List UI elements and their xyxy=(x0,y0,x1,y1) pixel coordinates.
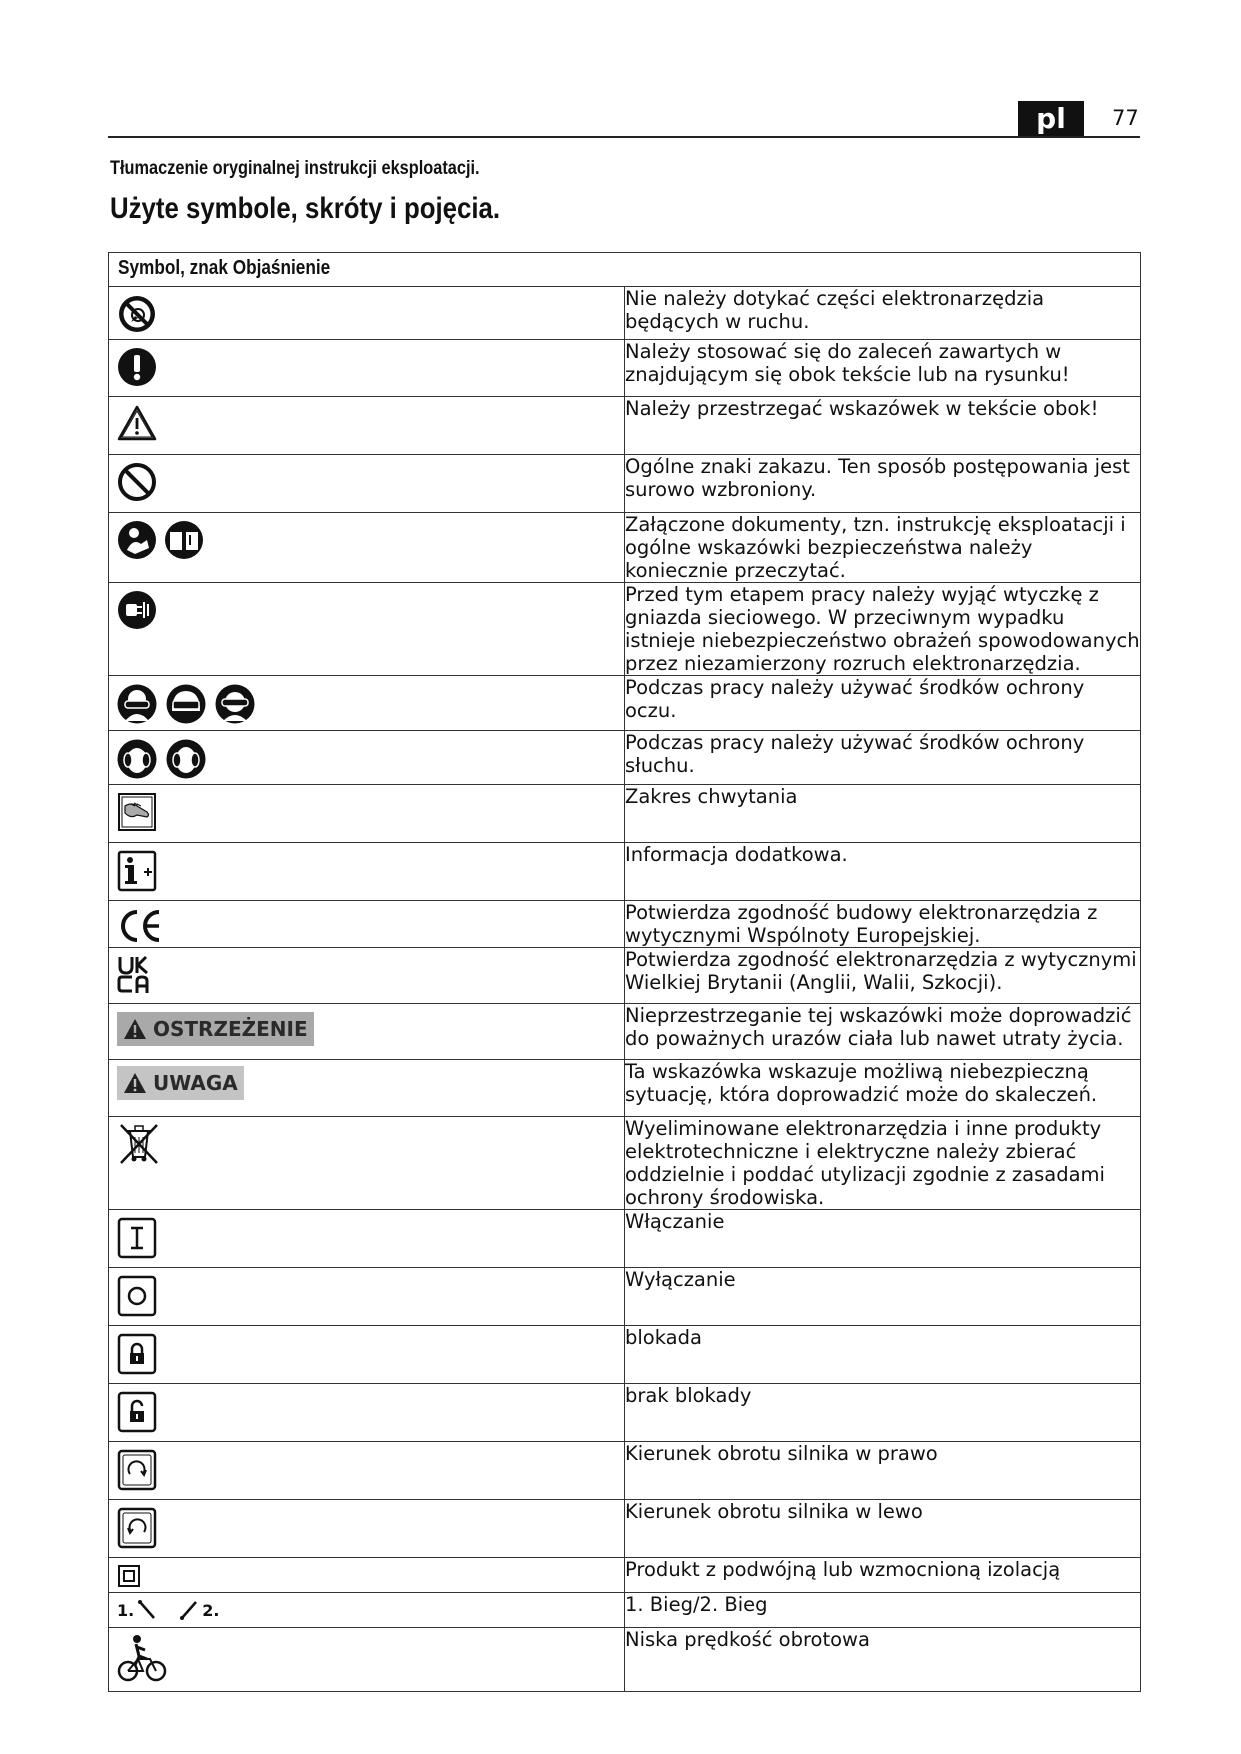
symbol-cell xyxy=(109,901,625,948)
table-row xyxy=(109,583,1141,676)
symbol-cell xyxy=(109,1326,625,1384)
unplug-icon xyxy=(117,590,157,630)
table-row xyxy=(109,340,1141,397)
table-row xyxy=(109,948,1141,1004)
table-header xyxy=(109,253,1141,287)
description-cell: Informacja dodatkowa. xyxy=(625,843,1141,901)
table-row xyxy=(109,1442,1141,1500)
rotate-clockwise-icon xyxy=(117,1449,157,1491)
description-cell: Wyłączanie xyxy=(625,1268,1141,1326)
symbol-cell xyxy=(109,340,625,397)
description-cell: 1. Bieg/2. Bieg xyxy=(625,1593,1141,1628)
description-cell: Zakres chwytania xyxy=(625,785,1141,843)
symbol-cell xyxy=(109,1593,625,1628)
ce-mark-icon xyxy=(117,908,163,944)
page-number: 77 xyxy=(1112,106,1139,130)
table-row xyxy=(109,455,1141,513)
table-row xyxy=(109,397,1141,455)
table-row xyxy=(109,676,1141,731)
symbol-cell xyxy=(109,1628,625,1692)
warning-label xyxy=(117,1012,314,1046)
table-row xyxy=(109,1268,1141,1326)
grip-area-icon xyxy=(117,792,157,832)
table-row xyxy=(109,901,1141,948)
rotate-counterclockwise-icon xyxy=(117,1507,157,1549)
description-cell: Produkt z podwójną lub wzmocnioną izolacją xyxy=(625,1558,1141,1593)
symbol-cell xyxy=(109,1117,625,1210)
symbol-cell xyxy=(109,1384,625,1442)
prohibition-icon xyxy=(117,462,157,502)
symbol-cell xyxy=(109,455,625,513)
description-cell: Podczas pracy należy używać środków ochrony oczu. xyxy=(625,676,1141,731)
description-cell: Ogólne znaki zakazu. Ten sposób postępowania jest surowo wzbroniony. xyxy=(625,455,1141,513)
table-row xyxy=(109,1004,1141,1060)
no-touch-rotating-parts-icon xyxy=(117,294,157,334)
description-cell: Potwierdza zgodność budowy elektronarzędzia z wytycznymi Wspólnoty Europejskiej. xyxy=(625,901,1141,948)
table-row xyxy=(109,1210,1141,1268)
symbols-table xyxy=(108,252,1141,1692)
info-icon xyxy=(117,850,157,892)
lock-icon xyxy=(117,1333,157,1375)
caution-label-icon xyxy=(123,1072,147,1094)
description-cell: Włączanie xyxy=(625,1210,1141,1268)
description-cell: Kierunek obrotu silnika w prawo xyxy=(625,1442,1141,1500)
ukca-mark-icon xyxy=(117,955,151,995)
description-cell: Podczas pracy należy używać środków ochrony słuchu. xyxy=(625,731,1141,785)
power-on-icon xyxy=(117,1217,157,1259)
description-cell: Załączone dokumenty, tzn. instrukcję eksploatacji i ogólne wskazówki bezpieczeństwa należy koniecznie przeczytać. xyxy=(625,513,1141,583)
gear-2-label: 2. xyxy=(202,1600,220,1620)
weee-bin-icon xyxy=(117,1121,161,1167)
table-row xyxy=(109,513,1141,583)
description-cell: brak blokady xyxy=(625,1384,1141,1442)
symbol-cell xyxy=(109,1060,625,1117)
symbol-cell xyxy=(109,1500,625,1558)
warning-label-icon xyxy=(123,1018,147,1040)
symbol-cell xyxy=(109,676,625,731)
description-cell: Ta wskazówka wskazuje możliwą niebezpieczną sytuację, która doprowadzić może do skaleczeń. xyxy=(625,1060,1141,1117)
caution-label xyxy=(117,1066,244,1100)
symbol-cell xyxy=(109,1558,625,1593)
table-row xyxy=(109,1117,1141,1210)
symbol-cell xyxy=(109,1004,625,1060)
power-off-icon xyxy=(117,1275,157,1317)
description-cell: Należy przestrzegać wskazówek w tekście obok! xyxy=(625,397,1141,455)
double-insulation-icon xyxy=(117,1564,141,1588)
gear-selector-icon xyxy=(138,1598,198,1622)
language-tab: pl xyxy=(1018,101,1084,136)
table-row xyxy=(109,287,1141,340)
symbol-cell xyxy=(109,287,625,340)
unlock-icon xyxy=(117,1391,157,1433)
table-row xyxy=(109,843,1141,901)
symbol-cell xyxy=(109,843,625,901)
table-header-label: Symbol, znak Objaśnienie xyxy=(118,257,331,279)
table-row xyxy=(109,1558,1141,1593)
gear-1-label: 1. xyxy=(117,1600,135,1620)
table-row xyxy=(109,785,1141,843)
table-row xyxy=(109,1500,1141,1558)
symbol-cell xyxy=(109,948,625,1004)
low-speed-bicycle-icon xyxy=(117,1634,167,1682)
read-manual-icon xyxy=(117,520,207,560)
table-row xyxy=(109,1593,1141,1628)
symbol-cell xyxy=(109,1268,625,1326)
description-cell: Należy stosować się do zaleceń zawartych w znajdującym się obok tekście lub na rysunku! xyxy=(625,340,1141,397)
symbol-cell xyxy=(109,731,625,785)
symbol-cell xyxy=(109,1210,625,1268)
description-cell: Nieprzestrzeganie tej wskazówki może doprowadzić do poważnych urazów ciała lub nawet utraty życia. xyxy=(625,1004,1141,1060)
table-header-row xyxy=(109,253,1141,287)
symbol-cell xyxy=(109,785,625,843)
table-row xyxy=(109,1326,1141,1384)
symbol-cell xyxy=(109,397,625,455)
symbol-cell xyxy=(109,513,625,583)
table-row xyxy=(109,1384,1141,1442)
symbol-cell xyxy=(109,583,625,676)
mandatory-action-icon xyxy=(117,347,157,387)
table-row xyxy=(109,731,1141,785)
description-cell: Wyeliminowane elektronarzędzia i inne produkty elektrotechniczne i elektryczne należy zbierać oddzielnie i poddać utylizacji zgodnie z zasadami ochrony środowiska. xyxy=(625,1117,1141,1210)
warning-label-text: OSTRZEŻENIE xyxy=(153,1017,308,1041)
table-row xyxy=(109,1060,1141,1117)
description-cell: Kierunek obrotu silnika w lewo xyxy=(625,1500,1141,1558)
description-cell: blokada xyxy=(625,1326,1141,1384)
caution-label-text: UWAGA xyxy=(153,1071,238,1095)
hearing-protection-icon xyxy=(117,738,207,780)
table-row xyxy=(109,1628,1141,1692)
header-rule xyxy=(108,136,1140,138)
page-title: Użyte symbole, skróty i pojęcia. xyxy=(110,192,501,225)
eye-protection-icon xyxy=(117,683,257,725)
description-cell: Przed tym etapem pracy należy wyjąć wtyczkę z gniazda sieciowego. W przeciwnym wypadku istnieje niebezpieczeństwo obrażeń spowodowanych przez niezamierzony rozruch elektronarzędzia. xyxy=(625,583,1140,675)
symbol-cell xyxy=(109,1442,625,1500)
gear-selector xyxy=(117,1598,219,1622)
description-cell: Potwierdza zgodność elektronarzędzia z wytycznymi Wielkiej Brytanii (Anglii, Walii, Szkocji). xyxy=(625,948,1141,1004)
description-cell: Niska prędkość obrotowa xyxy=(625,1628,1141,1692)
warning-triangle-icon xyxy=(117,404,157,442)
description-cell: Nie należy dotykać części elektronarzędzia będących w ruchu. xyxy=(625,287,1141,340)
document-subtitle: Tłumaczenie oryginalnej instrukcji eksploatacji. xyxy=(110,158,480,179)
